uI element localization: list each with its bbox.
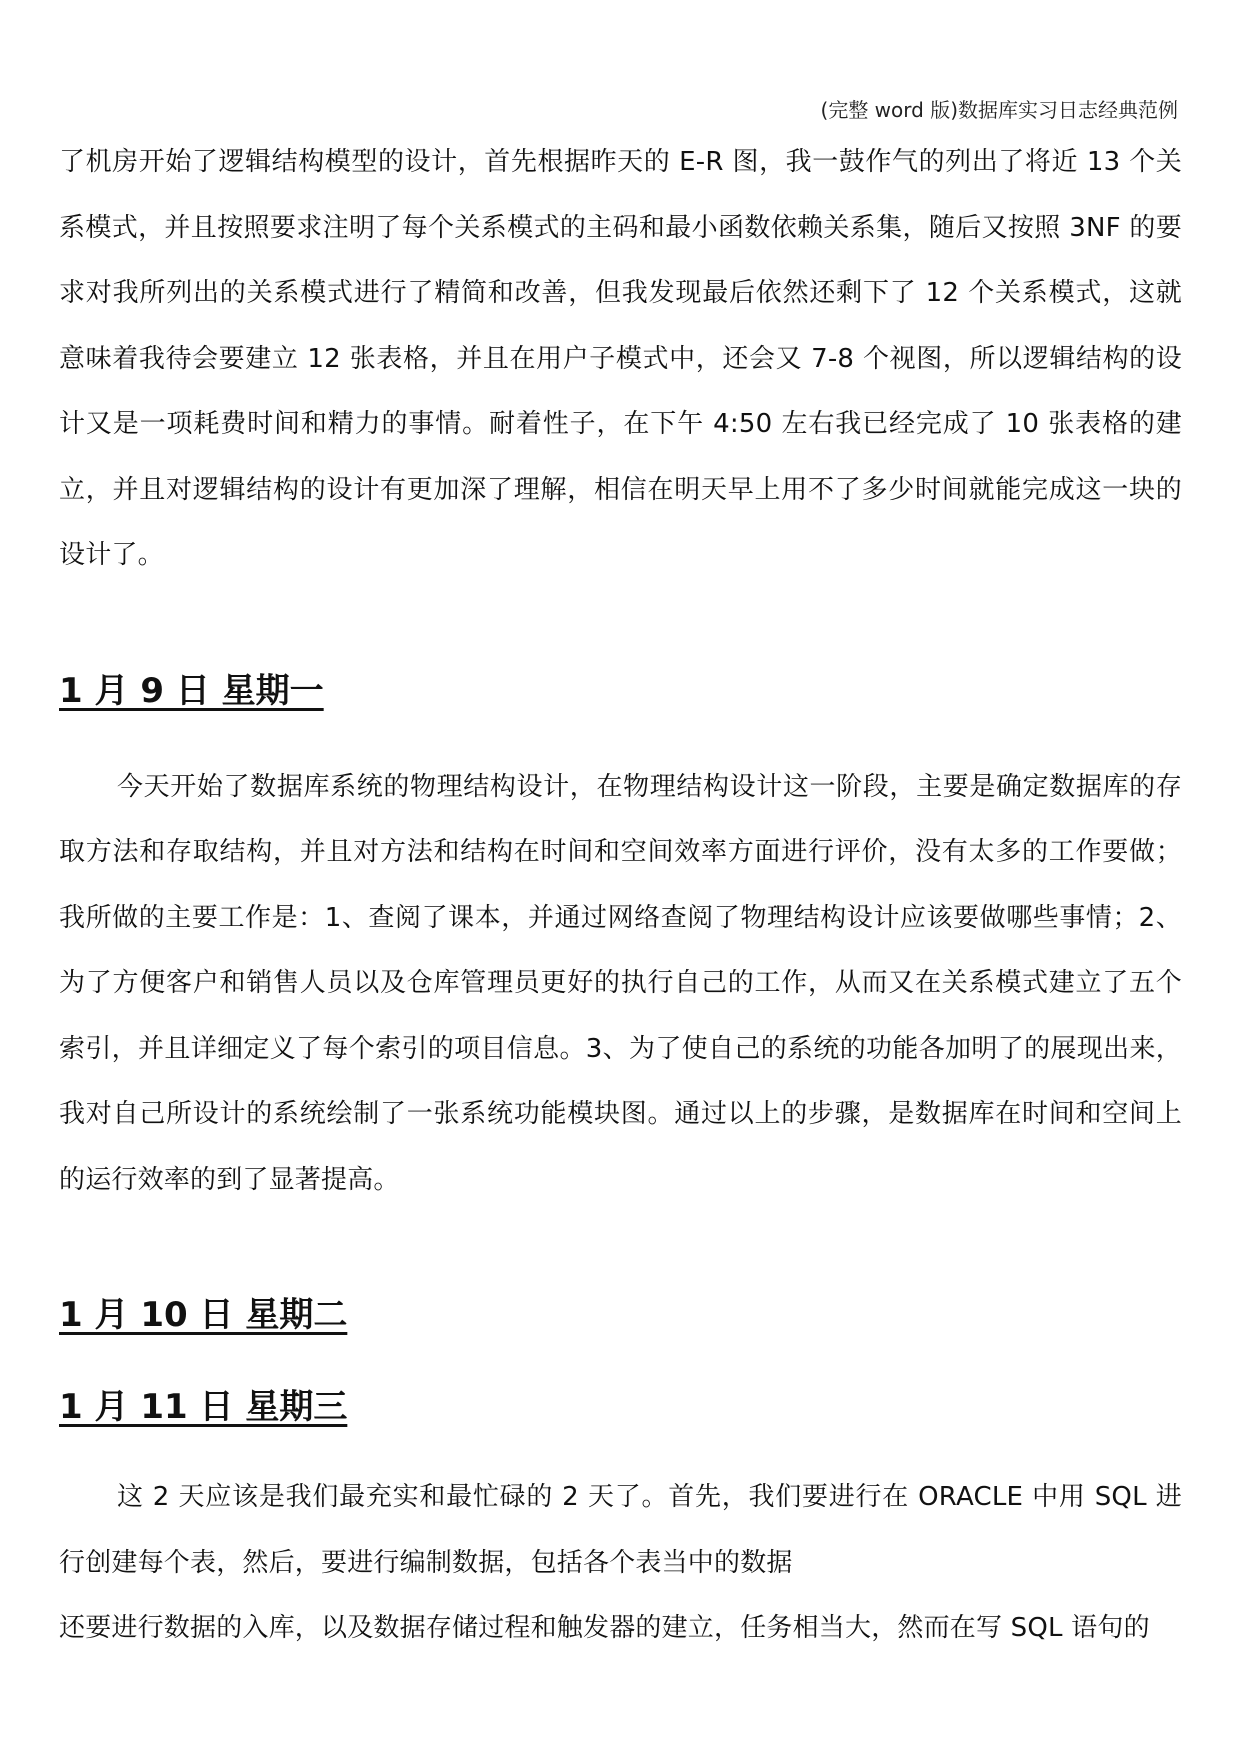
paragraph-logical-design: 了机房开始了逻辑结构模型的设计，首先根据昨天的 E-R 图，我一鼓作气的列出了将近 13 个关系模式，并且按照要求注明了每个关系模式的主码和最小函数依赖关系集，随后又按照 3NF 的要求对我所列出的关系模式进行了精简和改善，但我发现最后依然还剩下了 12 个关系模式，这就意味着我待会要建立 12 张表格，并且在用户子模式中，还会又 7-8 个视图，所以逻辑结构的设计又是一项耗费时间和精力的事情。耐着性子，在下午 4:50 左右我已经完成了 10 张表格的建立，并且对逻辑结构的设计有更加深了理解，相信在明天早上用不了多少时间就能完成这一块的设计了。 [59,147,1182,570]
document-body [59,130,1182,1662]
date-heading-jan-10: 1 月 10 日 星期二 [59,1295,348,1335]
page-header-title: (完整 word 版)数据库实习日志经典范例 [820,98,1178,122]
paragraph-line: 还要进行数据的入库，以及数据存储过程和触发器的建立，任务相当大，然而在写 SQL 语句的 [59,1613,1150,1643]
paragraph-line: 这 2 天应该是我们最充实和最忙碌的 2 天了。首先，我们要进行在 ORACLE 中用 SQL 进行创建每个表，然后，要进行编制数据，包括各个表当中的数据 [59,1482,1182,1578]
date-heading-jan-11: 1 月 11 日 星期三 [59,1387,348,1427]
paragraph-physical-design: 今天开始了数据库系统的物理结构设计，在物理结构设计这一阶段，主要是确定数据库的存取方法和存取结构，并且对方法和结构在时间和空间效率方面进行评价，没有太多的工作要做；我所做的主要工作是：1、查阅了课本，并通过网络查阅了物理结构设计应该要做哪些事情；2、为了方便客户和销售人员以及仓库管理员更好的执行自己的工作，从而又在关系模式建立了五个索引，并且详细定义了每个索引的项目信息。3、为了使自己的系统的功能各加明了的展现出来，我对自己所设计的系统绘制了一张系统功能模块图。通过以上的步骤，是数据库在时间和空间上的运行效率的到了显著提高。 [59,771,1182,1195]
paragraph-sql-implementation [59,1465,1182,1662]
date-heading-jan-9: 1 月 9 日 星期一 [59,670,324,711]
